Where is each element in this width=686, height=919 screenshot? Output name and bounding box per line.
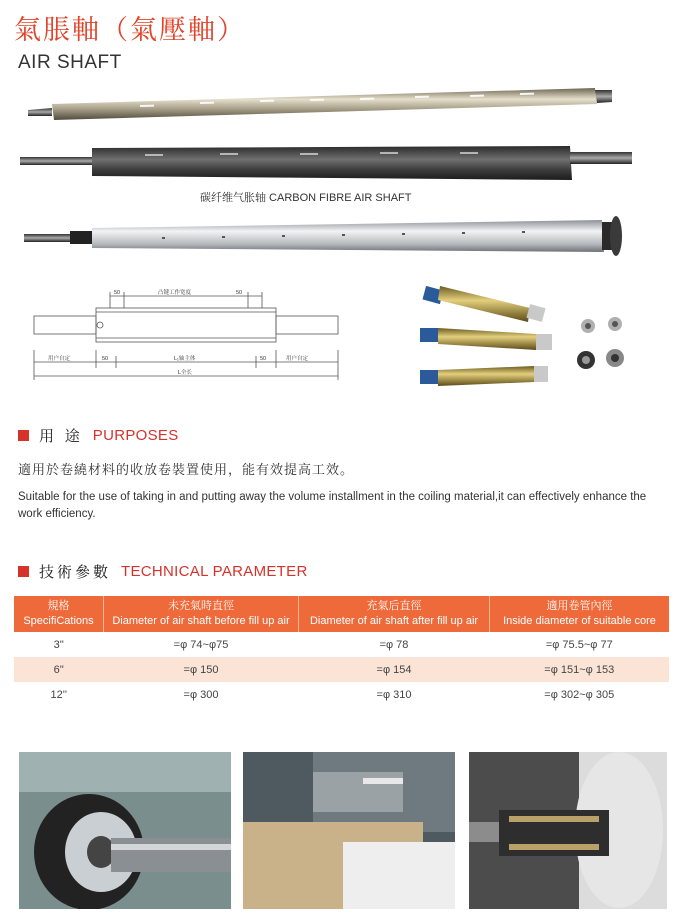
header-cn: 未充氣時直徑 — [168, 600, 234, 612]
page-title-cn: 氣脹軸（氣壓軸） — [14, 15, 246, 46]
table-cell: =φ 300 — [183, 688, 219, 701]
page-title-en: AIR SHAFT — [18, 52, 122, 73]
table-header-row — [14, 596, 669, 632]
table-cell: 12'' — [50, 688, 67, 701]
air-shaft-image — [20, 82, 620, 132]
dim-50-left: 50 — [114, 290, 121, 296]
purposes-text-en: Suitable for the use of taking in and putting away the volume installment in the coiling material,it can effectively enhance the work efficiency. — [18, 491, 647, 520]
table-header-spec — [14, 596, 104, 632]
table-cell: =φ 154 — [299, 657, 490, 682]
dim-key-work-width: 凸键工作宽度 — [158, 290, 192, 296]
table-cell: =φ 151~φ 153 — [490, 657, 670, 682]
section-marker-icon — [18, 566, 29, 577]
table-row — [14, 632, 669, 657]
table-header-core — [490, 596, 670, 632]
shaft-dimension-diagram — [30, 278, 360, 388]
purposes-heading-cn: 用 途 — [39, 427, 83, 445]
dim-50-right: 50 — [236, 290, 243, 296]
purposes-text-cn: 適用於卷繞材料的收放卷裝置使用，能有效提高工效。 — [18, 463, 355, 478]
table-header-before — [104, 596, 299, 632]
header-en: Diameter of air shaft before fill up air — [112, 615, 290, 627]
table-cell: 3'' — [53, 638, 64, 651]
dim-50-bottom-right: 50 — [260, 356, 267, 362]
flanged-air-shaft-image — [22, 210, 632, 264]
carbon-shaft-caption: 碳纤维气胀轴 CARBON FIBRE AIR SHAFT — [200, 192, 412, 204]
header-cn: 充氣后直徑 — [366, 600, 422, 612]
technical-heading — [18, 561, 308, 582]
table-cell: =φ 150 — [104, 657, 299, 682]
header-cn: 規格 — [47, 600, 70, 612]
technical-heading-en: TECHNICAL PARAMETER — [121, 563, 308, 580]
purposes-heading — [18, 425, 179, 446]
user-custom-right: 用户自定 — [286, 356, 309, 362]
table-cell: 6'' — [14, 657, 104, 682]
table-cell: =φ 310 — [376, 688, 412, 701]
purposes-heading-en: PURPOSES — [92, 427, 179, 444]
header-cn: 適用卷管內徑 — [546, 600, 613, 612]
technical-heading-cn: 技術參數 — [39, 563, 112, 581]
table-row — [14, 657, 669, 682]
header-en: SpecifiCations — [23, 615, 94, 627]
table-row — [14, 682, 669, 707]
photo-shaft-core-machine — [469, 752, 667, 909]
air-chuck-parts-image — [410, 278, 646, 398]
l1-main-body: L₁轴主体 — [174, 356, 196, 362]
section-marker-icon — [18, 430, 29, 441]
l-full-length: L全长 — [178, 370, 193, 376]
user-custom-left: 用户自定 — [48, 356, 71, 362]
header-en: Diameter of air shaft after fill up air — [309, 615, 479, 627]
table-cell: =φ 302~φ 305 — [544, 688, 615, 701]
technical-parameter-table — [14, 596, 669, 707]
carbon-fibre-shaft-image — [20, 140, 640, 190]
photo-shaft-with-roll — [243, 752, 455, 909]
photo-shaft-chuck — [19, 752, 231, 909]
table-cell: =φ 78 — [379, 638, 409, 651]
table-cell: =φ 75.5~φ 77 — [545, 638, 613, 651]
table-header-after — [299, 596, 490, 632]
dim-50-bottom-left: 50 — [102, 356, 109, 362]
header-en: Inside diameter of suitable core — [503, 615, 656, 627]
table-cell: =φ 74~φ75 — [173, 638, 229, 651]
